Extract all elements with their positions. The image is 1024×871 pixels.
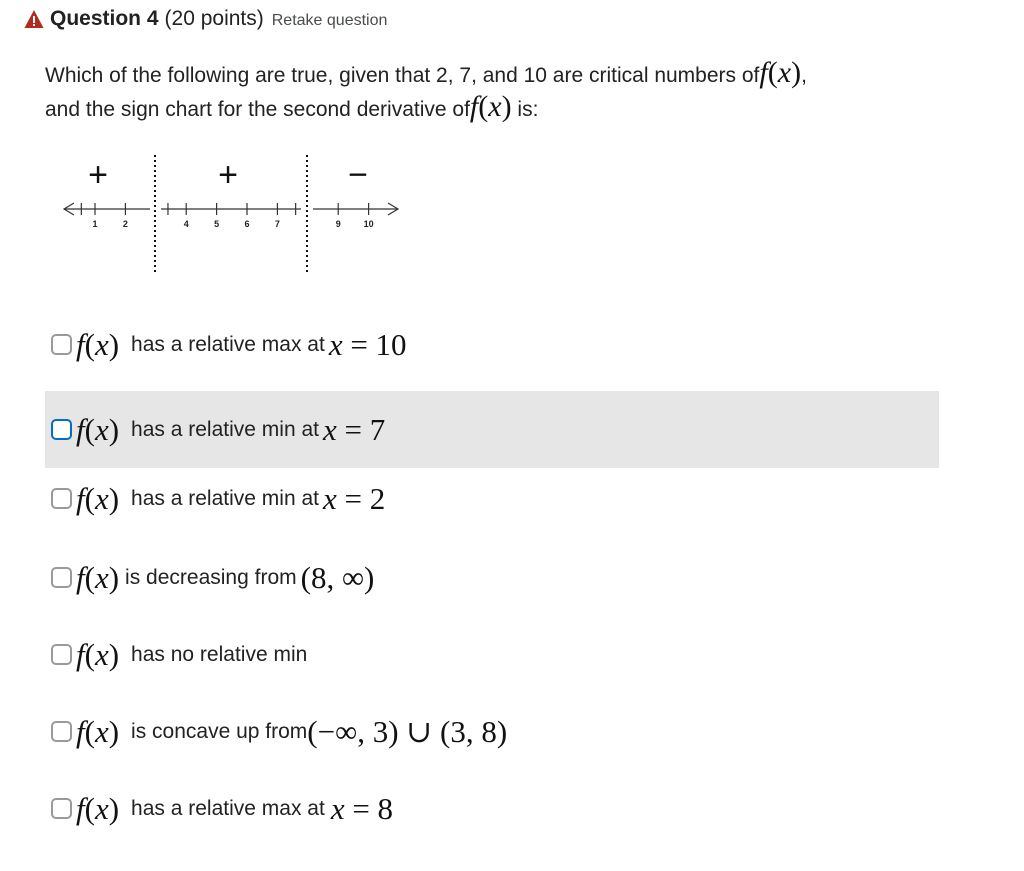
question-header [24,5,387,33]
tick-label-6: 6 [244,219,250,229]
option-text-1: has a relative max at [131,332,325,356]
option-text-2: has a relative min at [131,417,319,441]
tick-label-7: 7 [274,219,280,229]
option-row-2[interactable] [45,391,939,468]
prompt-suffix-2: is: [511,98,539,121]
option-checkbox-3[interactable] [51,488,72,509]
option-math-6: (−∞, 3) ∪ (3, 8) [307,713,508,749]
option-math-2: x = 7 [322,411,386,447]
prompt-text-1: Which of the following are true, given that 2, 7, and 10 are critical numbers of [45,64,760,87]
option-function-4: f(x) [76,559,120,595]
option-function-3: f(x) [76,480,120,516]
option-math-3: x = 2 [322,480,386,516]
warning-icon [24,9,44,29]
option-function-2: f(x) [76,411,120,447]
tick-label-4: 4 [183,219,189,229]
option-text-4: is decreasing from [125,565,297,589]
sign-region-3: − [348,156,368,194]
sign-chart [58,150,418,275]
option-function-6: f(x) [76,713,120,749]
prompt-suffix-1: , [801,64,807,87]
option-text-3: has a relative min at [131,486,319,510]
option-text-5: has no relative min [131,642,308,666]
option-function-1: f(x) [76,326,120,362]
option-row-1[interactable] [45,306,939,383]
option-checkbox-6[interactable] [51,721,72,742]
prompt-line-1 [45,56,975,90]
option-row-5[interactable] [45,616,939,693]
retake-question-label: Retake question [271,11,388,29]
option-row-6[interactable] [45,693,939,770]
tick-label-9: 9 [335,219,341,229]
option-function-7: f(x) [76,790,120,826]
option-checkbox-2[interactable] [51,419,72,440]
question-prompt [45,56,975,124]
option-math-4: (8, ∞) [300,559,375,595]
prompt-function-2: f(x) [469,90,512,123]
prompt-text-2: and the sign chart for the second derivative of [45,98,470,121]
option-function-5: f(x) [76,636,120,672]
tick-label-5: 5 [214,219,220,229]
option-math-1: x = 10 [328,326,407,362]
option-row-4[interactable] [45,539,939,616]
question-title: Question 4 [50,7,159,30]
tick-label-2: 2 [122,219,128,229]
sign-region-1: + [88,156,108,194]
option-checkbox-1[interactable] [51,334,72,355]
sign-region-2: + [218,156,238,194]
question-points: (20 points) [164,7,264,30]
option-row-7[interactable] [45,770,939,847]
option-checkbox-4[interactable] [51,567,72,588]
option-checkbox-7[interactable] [51,798,72,819]
option-text-6: is concave up from [131,719,308,743]
option-text-7: has a relative max at [131,796,325,820]
option-checkbox-5[interactable] [51,644,72,665]
tick-label-1: 1 [92,219,98,229]
prompt-line-2 [45,90,975,124]
option-row-3[interactable] [45,460,939,537]
option-math-7: x = 8 [330,790,394,826]
prompt-function-1: f(x) [759,56,802,89]
tick-label-10: 10 [363,219,374,229]
